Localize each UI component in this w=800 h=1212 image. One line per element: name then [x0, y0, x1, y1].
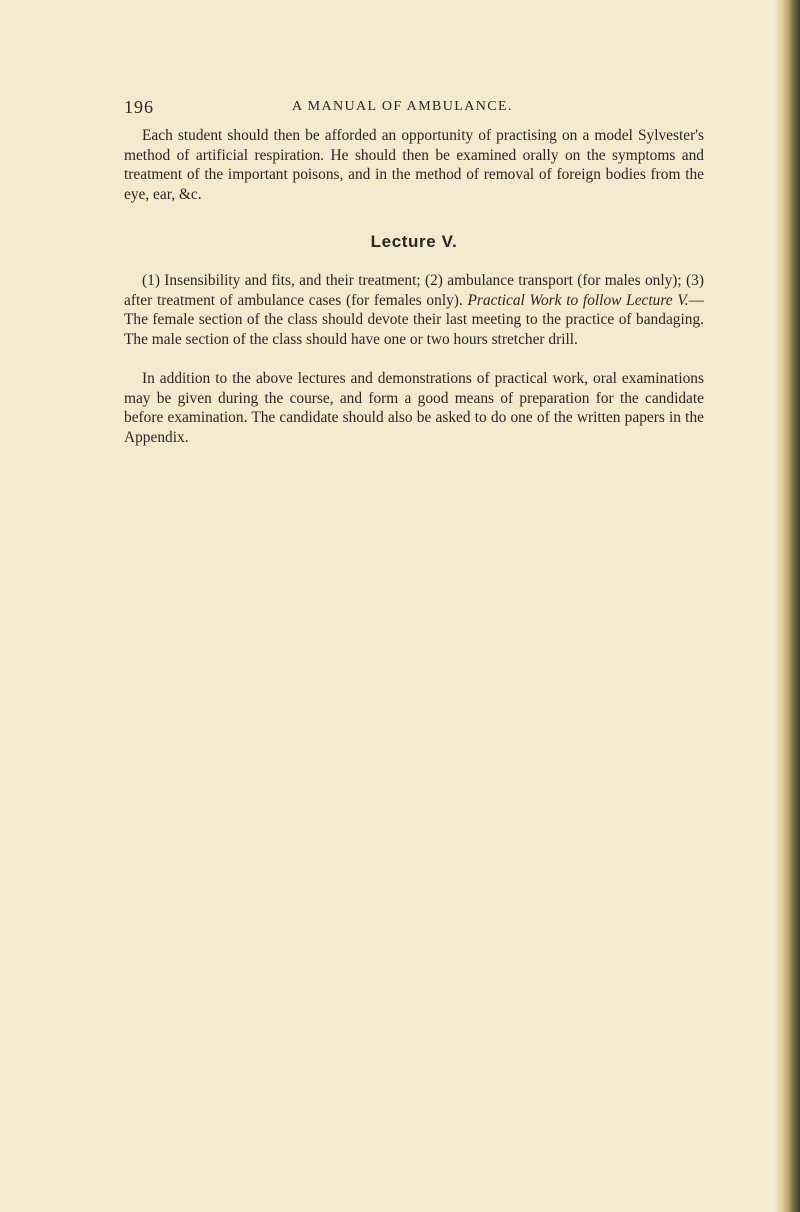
lecture-topics-text: (1) Insensibility and fits, and their treatment; (2) ambulance transport (for males only); (3) after treatment of ambulance cases (for females only). — [124, 272, 704, 309]
page-number: 196 — [124, 97, 154, 117]
running-title: A MANUAL OF AMBULANCE. — [292, 99, 513, 114]
practical-work-label: Practical Work to follow Lecture V. — [467, 291, 689, 309]
page-binding-edge — [774, 0, 800, 1212]
lecture-heading: Lecture V. — [370, 232, 458, 251]
paragraph-practising: Each student should then be afforded an opportunity of practising on a model Sylvester's method of artificial respiration. He should then be examined orally on the symptoms and treatment of the important poisons, and in the method of removal of foreign bodies from the eye, ear, &c. — [124, 127, 704, 203]
practical-work-text: —The female section of the class should devote their last meeting to the practice of bandaging. The male section of the class should have one or two hours stretcher drill. — [124, 291, 705, 348]
paragraph-lecture-five — [124, 271, 704, 349]
page-header — [124, 97, 704, 123]
paragraph-examinations: In addition to the above lectures and demonstrations of practical work, oral examinations may be given during the course, and form a good means of preparation for the candidate before examination. The candidate should also be asked to do one of the written papers in the Appendix. — [124, 370, 704, 446]
